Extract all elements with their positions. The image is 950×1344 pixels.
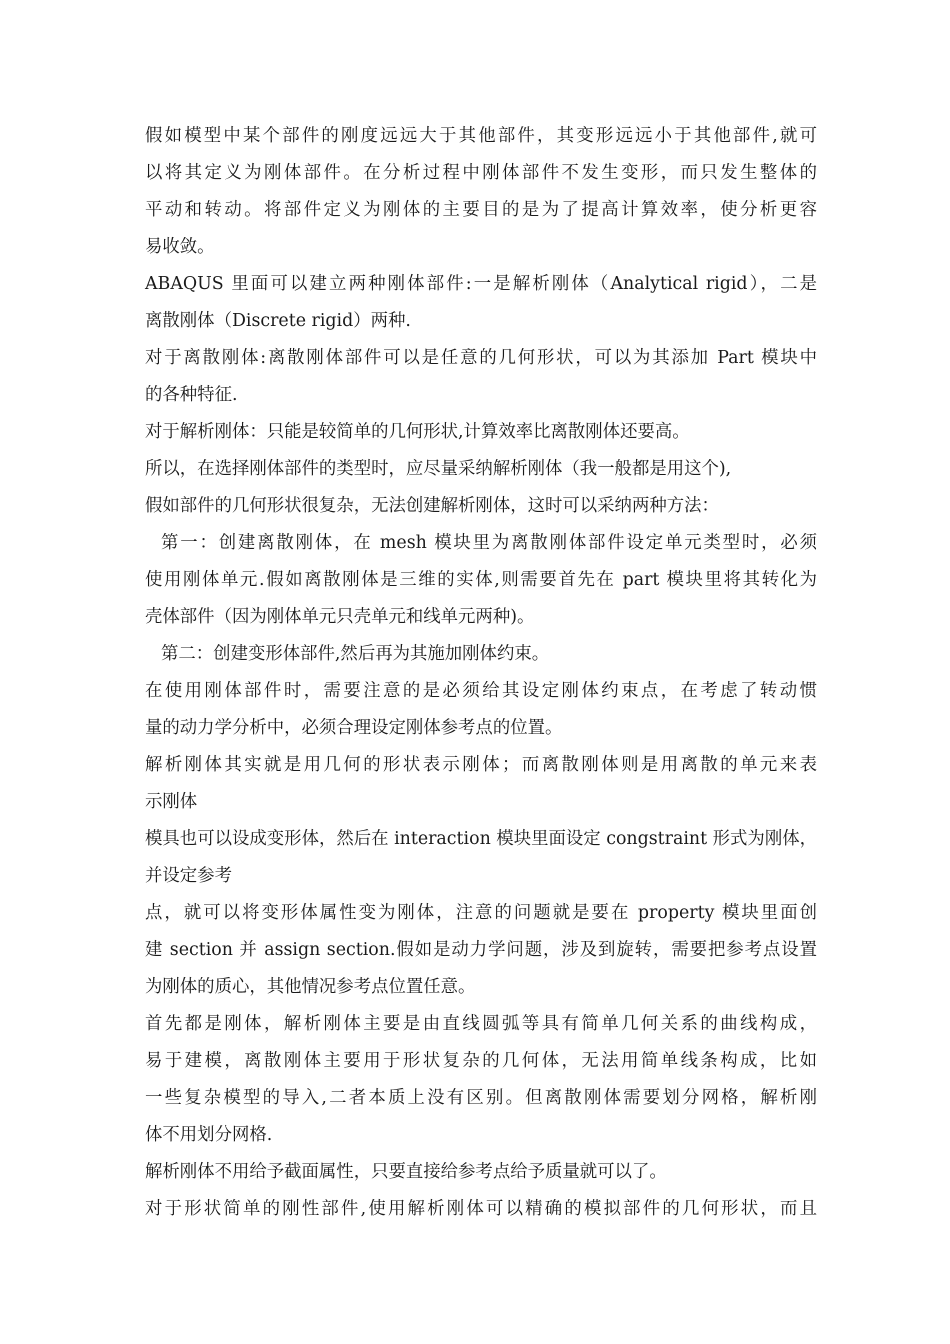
text-line: 壳体部件（因为刚体单元只壳单元和线单元两种)。	[145, 607, 535, 627]
text-line: 离散刚体（Discrete rigid）两种.	[145, 311, 411, 331]
text-line: 首先都是刚体，解析刚体主要是由直线圆弧等具有简单几何关系的曲线构成，	[145, 1014, 817, 1034]
document-body	[145, 118, 817, 1228]
text-line: 以将其定义为刚体部件。在分析过程中刚体部件不发生变形，而只发生整体的	[145, 163, 817, 183]
text-line: 第一：创建离散刚体，在 mesh 模块里为离散刚体部件设定单元类型时，必须	[161, 533, 817, 553]
text-line: 建 section 并 assign section.假如是动力学问题，涉及到旋转，需要把参考点设置	[145, 940, 817, 960]
text-line: 解析刚体其实就是用几何的形状表示刚体；而离散刚体则是用离散的单元来表	[145, 755, 817, 775]
text-line: 对于离散刚体:离散刚体部件可以是任意的几何形状，可以为其添加 Part 模块中	[145, 348, 817, 368]
text-line: 点，就可以将变形体属性变为刚体，注意的问题就是要在 property 模块里面创	[145, 903, 817, 923]
text-line: 量的动力学分析中，必须合理设定刚体参考点的位置。	[145, 718, 563, 738]
text-line: 在使用刚体部件时，需要注意的是必须给其设定刚体约束点，在考虑了转动惯	[145, 681, 817, 701]
text-line: 假如模型中某个部件的刚度远远大于其他部件，其变形远远小于其他部件,就可	[145, 126, 817, 146]
text-line: 解析刚体不用给予截面属性，只要直接给参考点给予质量就可以了。	[145, 1162, 667, 1182]
text-line: 为刚体的质心，其他情况参考点位置任意。	[145, 977, 476, 997]
text-line: 第二：创建变形体部件,然后再为其施加刚体约束。	[161, 644, 550, 664]
text-line: 体不用划分网格.	[145, 1125, 273, 1145]
text-line: 使用刚体单元.假如离散刚体是三维的实体,则需要首先在 part 模块里将其转化为	[145, 570, 817, 590]
text-line: 对于解析刚体：只能是较简单的几何形状,计算效率比离散刚体还要高。	[145, 422, 690, 442]
text-line: 模具也可以设成变形体，然后在 interaction 模块里面设定 congstraint 形式为刚体，	[145, 829, 817, 849]
text-line: 的各种特征.	[145, 385, 238, 405]
text-line: ABAQUS 里面可以建立两种刚体部件:一是解析刚体（Analytical rigid），二是	[145, 274, 817, 294]
text-line: 并设定参考	[145, 866, 232, 886]
text-line: 易收敛。	[145, 237, 215, 257]
text-line: 平动和转动。将部件定义为刚体的主要目的是为了提高计算效率，使分析更容	[145, 200, 817, 220]
text-line: 示刚体	[145, 792, 198, 812]
text-line: 一些复杂模型的导入,二者本质上没有区别。但离散刚体需要划分网格，解析刚	[145, 1088, 817, 1108]
text-line: 假如部件的几何形状很复杂，无法创建解析刚体，这时可以采纳两种方法：	[145, 496, 719, 516]
text-line: 对于形状简单的刚性部件,使用解析刚体可以精确的模拟部件的几何形状，而且	[145, 1199, 817, 1219]
text-line: 易于建模，离散刚体主要用于形状复杂的几何体，无法用简单线条构成，比如	[145, 1051, 817, 1071]
text-line: 所以，在选择刚体部件的类型时，应尽量采纳解析刚体（我一般都是用这个),	[145, 459, 732, 479]
